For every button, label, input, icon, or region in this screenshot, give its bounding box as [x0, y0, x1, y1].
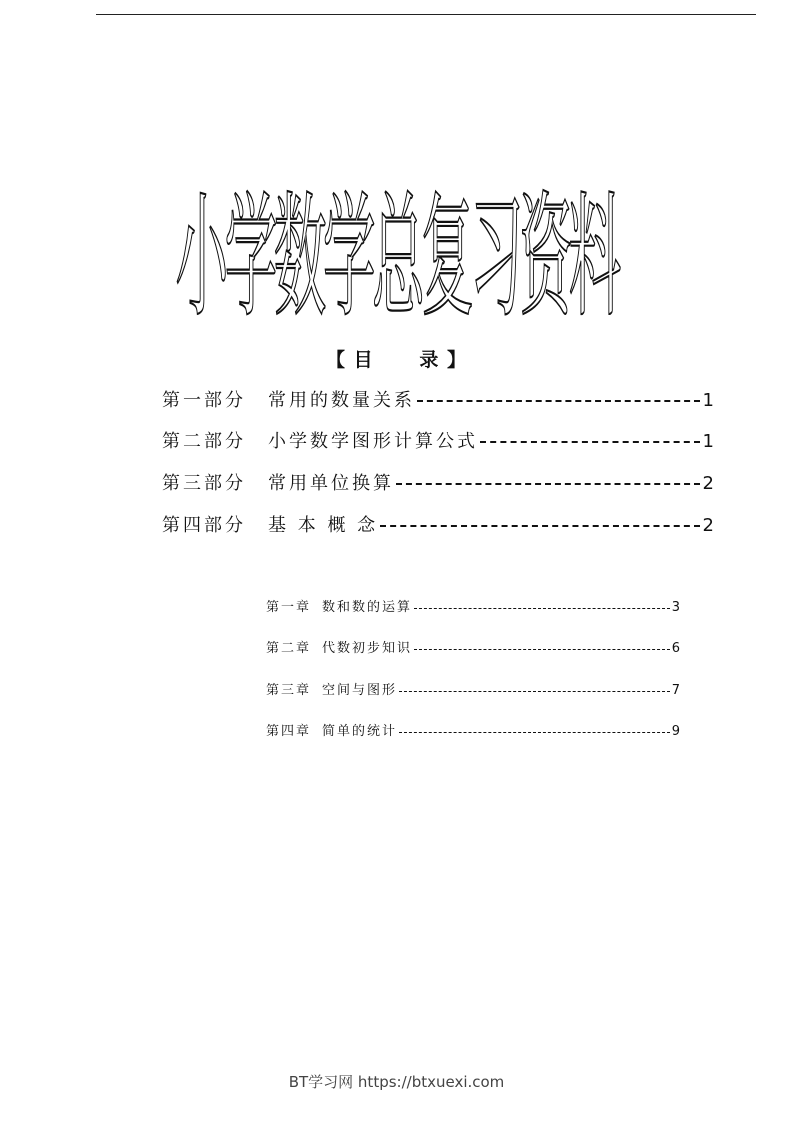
part-number: 第一部分: [162, 390, 246, 411]
part-number: 第三部分: [162, 473, 246, 494]
toc-part-entry[interactable]: [162, 469, 714, 495]
dot-leader: [414, 649, 670, 650]
part-page-number: 1: [702, 390, 714, 411]
toc-chapter-entry[interactable]: [266, 679, 680, 699]
part-page-number: 1: [702, 431, 714, 452]
chapter-number: 第一章: [266, 600, 312, 615]
dot-leader: [480, 441, 700, 443]
toc-chapter-entry[interactable]: [266, 637, 680, 657]
header-rule: [96, 14, 756, 15]
dot-leader: [414, 608, 670, 609]
chapter-number: 第四章: [266, 724, 312, 739]
toc-part-entry[interactable]: [162, 511, 714, 537]
toc-chapter-entry[interactable]: [266, 720, 680, 740]
chapter-title: 数和数的运算: [322, 600, 413, 615]
part-page-number: 2: [702, 473, 714, 494]
chapter-title: 简单的统计: [322, 724, 398, 739]
dot-leader: [399, 732, 670, 733]
document-title: 小学数学总复习资料: [175, 178, 618, 336]
toc-part-entry[interactable]: [162, 386, 714, 412]
part-title: 常用单位换算: [268, 473, 394, 494]
dot-leader: [380, 525, 699, 527]
chapter-page-number: 6: [671, 641, 680, 656]
part-page-number: 2: [702, 515, 714, 536]
part-title: 常用的数量关系: [268, 390, 415, 411]
part-title: 小学数学图形计算公式: [268, 431, 478, 452]
toc-heading: 【 目 录 】: [326, 349, 467, 371]
part-number: 第四部分: [162, 515, 246, 536]
part-title: 基 本 概 念: [268, 515, 379, 536]
dot-leader: [417, 400, 700, 402]
toc-part-entry[interactable]: [162, 427, 714, 453]
toc-chapter-entry[interactable]: [266, 596, 680, 616]
chapter-page-number: 9: [671, 724, 680, 739]
chapter-page-number: 7: [671, 683, 680, 698]
part-number: 第二部分: [162, 431, 246, 452]
chapter-title: 空间与图形: [322, 683, 398, 698]
chapter-page-number: 3: [671, 600, 680, 615]
footer-watermark: BT学习网 https://btxuexi.com: [288, 1073, 505, 1091]
dot-leader: [399, 691, 670, 692]
chapter-number: 第三章: [266, 683, 312, 698]
chapter-number: 第二章: [266, 641, 312, 656]
dot-leader: [396, 483, 700, 485]
chapter-title: 代数初步知识: [322, 641, 413, 656]
